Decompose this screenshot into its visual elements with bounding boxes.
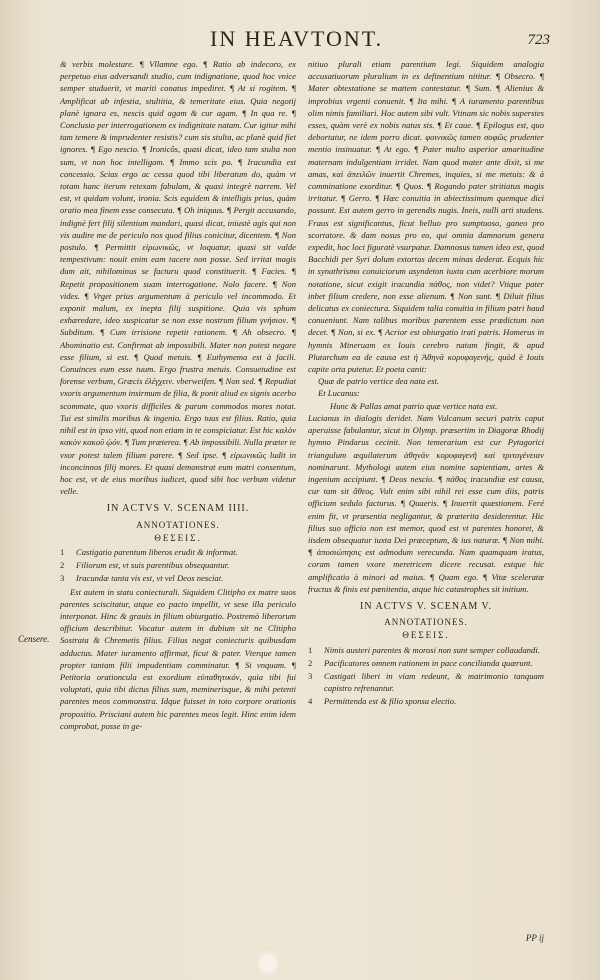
note-number: 1 xyxy=(308,644,313,655)
note-item xyxy=(60,546,296,558)
note-text: Castigati liberi in viam redeunt, & matrimonio tanquam capistro refrenantur. xyxy=(324,670,544,694)
note-text: Iracundæ tanta vis est, vt vel Deos nesciat. xyxy=(76,573,224,584)
note-item xyxy=(308,670,544,694)
commentary-paragraph: Lucianus in dialogis deridet. Nam Vulcanum securi patris caput aperuisse fabulantur, sicut in Olymp. præsertim in Diagoræ Rhodij hymno Pindarus cecinit. Non temerarium est cur Pytagorici triangulum æquilaterum ἀθηνᾶν κορυφαγενῆ καὶ τριτογένειαν nominarunt. Mythologi autem eius nomine sapientiam, artes & ingenium accipiunt. ¶ Deos nescio. ¶ πάθος iracundiæ est causa, cur tam sit ἄθεος. Vult enim sibi nihil rei esse cum diis, patris officium sedulo facturus. ¶ Quaeris. ¶ Inuertit quæstionem. Feré enim fit, vt præsentia negligantur, & præterita desiderentur. Hic filius suo officio non est memor, quod est vt parentes honoret, & iisdem obsequatur iuxta Dei præceptum, & ius naturæ. ¶ Non mihi. ¶ ἀποσιώπησις est admodum verecunda. Nam quamquam iratus, coram tamen vxore meretricem dicere recusat. estque hic amplificatio à minori ad maius. ¶ Quam ego. ¶ Vitæ sceleratæ fructus & finis est pœnitentia, atque hic catastrophes sit initium. xyxy=(308,412,544,594)
signature-mark: PP ij xyxy=(525,933,544,943)
page-number: 723 xyxy=(527,32,550,48)
commentary-paragraph: Est autem in statu coniecturali. Siquidem Clitipho ex matre suos parentes sciscitatur, atque eo pacto impellit, vt sese illa periculo interponat. Hinc & grauis in filium obiurgatio. Postremò liberorum officium describitur. Vocatur autem in dubium sit ne Clitipho Sostrata & Chremetis filius. Filius negat coniecturis quibusdam adductus. Mater iuramento affirmat, ficut & pater. Vterque tamen propter tantam filii impudentiam comminatur. ¶ Si vnquam. ¶ Petitoria orationcula est exordium εὐπαθητικόν, quia tibi fui voluptati, quia tibi dictus filius sum, meminerisque, & mihi petenti parentes meos commonstra. Idque fuisset in toto corpore orationis propositio. Prisciani autem hic parentes meos legit. Hinc enim idem comprobat, posse in ge- xyxy=(60,586,296,731)
note-text: Filiorum est, vt suis parentibus obsequantur. xyxy=(76,560,230,571)
note-number: 4 xyxy=(308,696,313,707)
verse-line: Quæ de patrio vertice dea nata est. xyxy=(318,376,440,387)
note-number: 3 xyxy=(308,670,313,681)
verse-intro: Et Lucanus: xyxy=(318,388,360,399)
note-text: Permittenda est & filio sponsa electio. xyxy=(324,696,457,707)
verse-line: Hunc & Pallas amat patrio quæ vertice nata est. xyxy=(330,400,498,411)
note-item xyxy=(308,657,544,669)
commentary-paragraph: & verbis molestare. ¶ Vllamne ego. ¶ Ratio ab indecoro, ex perpetuo eius adversandi studio, cum indignatione, quod hoc vnice semper studuerit, vt mariti conatus impediret. ¶ At si rogitem. ¶ Amplificat ab infestia, stultitia, & temeritate eius. Quia negotij planè ignara es, nescis quid agam & cur agam. ¶ In qua re. ¶ Conclusio per interrogationem ex indignitate natam. Cur igitur mihi tam temere & imprudenter resistis? cum sis stulta, ac planè quid fiet ignores. ¶ Ego nescio. ¶ Ironicôs, quasi dicat, ideo tam stulta non sum, vt non hoc intelligam. ¶ Immo scis po. ¶ Iracundia est concessio. Scias ergo ac cessa quod tibi liberatum do, quàm vt totam hanc iterum retexam fabulam, & quasi integrè narrem. Vel est, vt quidam volunt, ironia. Scis equidem & intelligis prius, quàm oratio mea finem esse consecuta. ¶ Oh iniquus. ¶ Pergit accusando, indignè fert filij silentium mandari, quasi dicat, iniustè agis qui non vis audire me de periculo nos quod filius conicitur, dicentem. ¶ Non postulo. ¶ Permittit εἰρωνικῶς, vt loquatur, quasi sit valde tempestivum: nouit enim eam tacere non posse. Sed irritat magis dum ait, nihilominus se facturu quod constituerit. ¶ Facies. ¶ Repetit propositionem suam interrogatione. Nolo facere. ¶ Non vides. ¶ Vrget prius argumentum à periculo vel incommodo. Et exponit malum, ex inepta filij suspitione. Quia vis sphum exhæredare, ideo suspicatur se non esse nostrum filium γνήσιον. ¶ Subditum. ¶ Cum irrisione repetit rationem. ¶ Ah obsecro. ¶ Abominatio est. Confirmat ab impossibili. Mater non potest negare esse filium, si est. ¶ Quod metuis. ¶ Euthymema est à facili. Conuinces eum esse tuum. Ergo frustra metuis. Consuetudine est forense verbum, Græcis ἐλέγχειν. vberweifen. ¶ Non sed. ¶ Repudiat vxoris argumentum insirmum de filia, & ponit aliud ex signis acerbo scommate, quo vxoris difficiles & parum commodos mores notat. Tui est similis moribus & ingenio. Ergo tuus est filius. Ratio, quia nihil est in ipso viti, quod non etiam in te conspiciatur. Est hic καλὸν κακὸν κακοῦ ᾠόν. ¶ Tum præterea. ¶ Ab impossibili. Nulla præter te vxor potest talem filium parere. ¶ Sed ipse. ¶ εἰρωνικῶς ludit in inconcinnos filij mores. Et quasi demonstrat eum matri consentum, hoc est, vt de eius moribus iudicet, quod sibi hoc verbum videtur velle. xyxy=(60,59,296,497)
note-item xyxy=(60,572,296,584)
theses-title: ΘΕΣΕΙΣ. xyxy=(402,630,450,641)
note-item xyxy=(60,559,296,571)
running-head xyxy=(0,26,600,56)
paper-hole xyxy=(258,948,278,978)
annotations-title: ANNOTATIONES. xyxy=(136,519,220,530)
right-column xyxy=(308,58,544,709)
section-title: IN ACTVS V. SCENAM V. xyxy=(360,600,492,612)
note-number: 3 xyxy=(60,573,65,584)
commentary-paragraph: nitiuo plurali etiam parentium legi. Siquidem analogia accusatiuorum pluralium in es definentium nititur. ¶ Obsecro. ¶ Mater obtestatione se mattem contestatur. ¶ Sum. ¶ Alienius & improbius vrgenti conuenit. ¶ Ita mihi. ¶ A iuramento parentibus olim nimis familiari. Hoc autem sibi vult. Vtinam sic nobis superstes esses, quàm verè ex nobis natus sis. ¶ Et caue. ¶ Epilogus est, quo debortatur, ne idem porro dicat. φοινικῶς tamen σοφῶς prudenter mentio insinuatur. ¶ At ego. ¶ Pater multo asperior amaritudine maternam indulgentiam irridet. Nam quod mater ante dixit, si me amas, καὶ ἀπειλῶν inuertit Chremes, inquies, si me metuis: & à comminatione exorditur. ¶ Quos. ¶ Rogando pater stritiatus magis irritatur. ¶ Gerro. ¶ Hæc conuitia in abiectissimum quemque dici possunt. Est autem gerro in gerendis nugis. Ineis, nulli arti studens. Fraus est significantus, ficut belluo pro sumptuoso, ganeo pro scortatore. & dam nosus pro eo, qui omnia damnorum genera expedit, hoc loci figuratè vsurpatur. Damnosus tamen ideo est, quod Bacchidi per Syri dolum extortas decem minas dederat. Ecquis hic in synathrismo conuiciorum asyndeton iuxta cum acerbiore morum notatione, sicut exigit iracundia πάθος, non videt? Vtique pater inbet filium credere, non esse alienum. ¶ Non sunt. ¶ Diluit filius delicatus ex coniectura. Siquidem talia conuitia in filium patri haud conueniunt. Nam talibus moribus parentem esse prædictum non decet. ¶ Non, si ex. ¶ Acrior est obiurgatio irati patris. Homerus in hymnis Mineruam ex Iouis cerebro natam fingit, & apud Plutarchum ea de causa est ἡ Ἀθηνᾶ κορυφαγενής, quòd è Iouis capite orta putetur. Et poeta canit: xyxy=(308,59,544,375)
section-title: IN ACTVS V. SCENAM IIII. xyxy=(106,503,250,515)
left-column xyxy=(60,58,296,732)
margin-note: Censere. xyxy=(18,634,50,644)
note-text: Castigatio parentum liberos erudit & informat. xyxy=(76,546,238,557)
note-item xyxy=(308,695,544,707)
note-number: 2 xyxy=(60,560,65,571)
page-title: IN HEAVTONT. xyxy=(210,26,384,51)
note-text: Nimis austeri parentes & morosi non sunt semper collaudandi. xyxy=(324,644,540,655)
note-item xyxy=(308,644,544,656)
note-text: Pacificatores omnem rationem in pace concilianda quærunt. xyxy=(324,657,533,668)
annotations-title: ANNOTATIONES. xyxy=(384,617,468,628)
theses-title: ΘΕΣΕΙΣ. xyxy=(154,532,202,543)
note-number: 2 xyxy=(308,657,313,668)
note-number: 1 xyxy=(60,546,65,557)
